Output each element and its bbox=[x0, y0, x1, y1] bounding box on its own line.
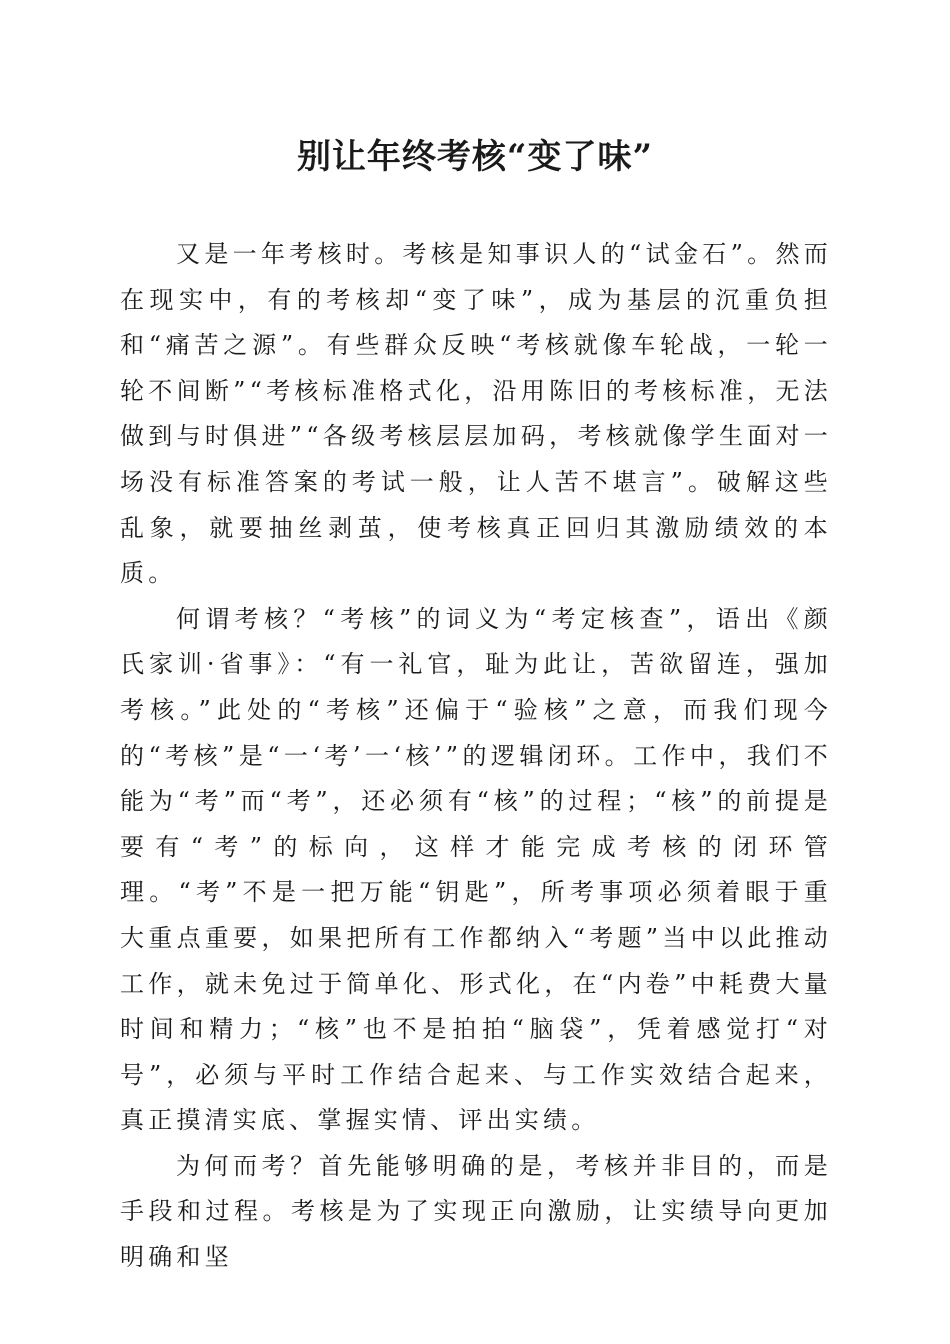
paragraph-2: 何谓考核？“考核”的词义为“考定核查”，语出《颜氏家训·省事》：“有一礼官，耻为此让，苦欲留连，强加考核。”此处的“考核”还偏于“验核”之意，而我们现今的“考核”是“一‘考’一‘核’”的逻辑闭环。工作中，我们不能为“考”而“考”，还必须有“核”的过程；“核”的前提是要有“考”的标向，这样才能完成考核的闭环管理。“考”不是一把万能“钥匙”，所考事项必须着眼于重大重点重要，如果把所有工作都纳入“考题”当中以此推动工作，就未免过于简单化、形式化，在“内卷”中耗费大量时间和精力；“核”也不是拍拍“脑袋”，凭着感觉打“对号”，必须与平时工作结合起来、与工作实效结合起来，真正摸清实底、掌握实情、评出实绩。 bbox=[120, 604, 832, 1135]
paragraph-3: 为何而考？首先能够明确的是，考核并非目的，而是手段和过程。考核是为了实现正向激励，让实绩导向更加明确和坚 bbox=[120, 1151, 832, 1272]
paragraph-1: 又是一年考核时。考核是知事识人的“试金石”。然而在现实中，有的考核却“变了味”，成为基层的沉重负担和“痛苦之源”。有些群众反映“考核就像车轮战，一轮一轮不间断”“考核标准格式化，沿用陈旧的考核标准，无法做到与时俱进”“各级考核层层加码，考核就像学生面对一场没有标准答案的考试一般，让人苦不堪言”。破解这些乱象，就要抽丝剥茧，使考核真正回归其激励绩效的本质。 bbox=[120, 240, 832, 588]
document-body bbox=[120, 232, 832, 1281]
document-title: 别让年终考核“变了味” bbox=[296, 137, 654, 177]
